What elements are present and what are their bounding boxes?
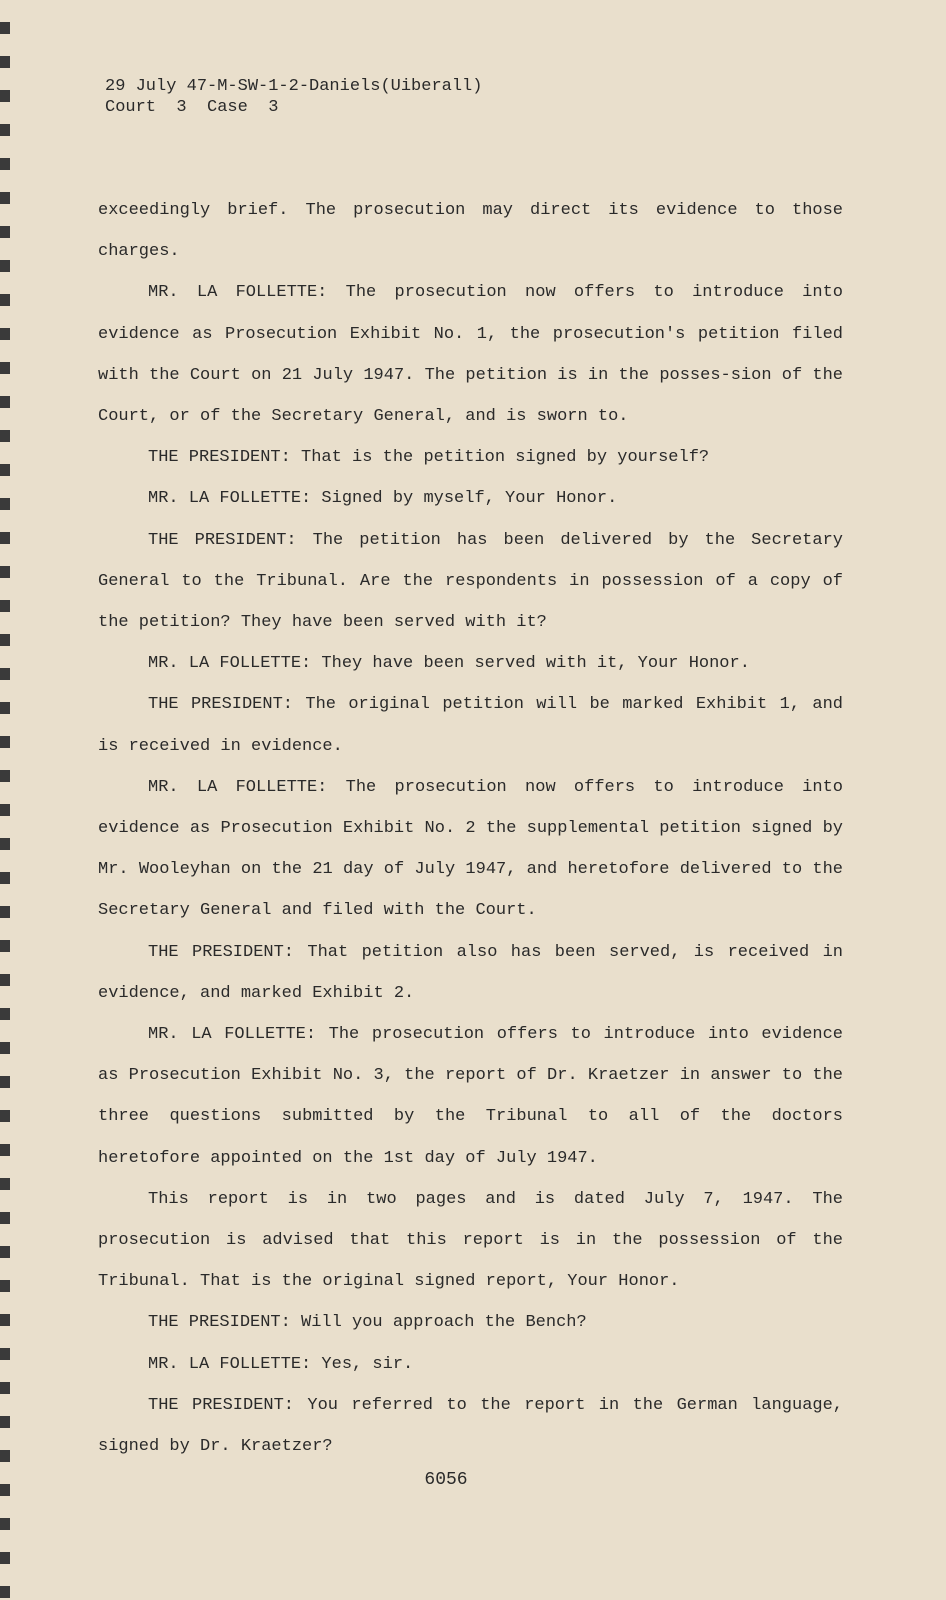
header-line-date-id: 29 July 47-M-SW-1-2-Daniels(Uiberall) — [105, 77, 483, 96]
paragraph-lafollette-reply: MR. LA FOLLETTE: Signed by myself, Your Honor. — [148, 489, 618, 509]
paragraph-exhibit-3-offer: MR. LA FOLLETTE: The prosecution offers to introduce into evidence as Prosecution Exhibit No. 3, the report of Dr. Kraetzer in answer to the three questions submitted by the Tribunal to all of the doctors heretofore appointed on the 1st day of July 1947. — [98, 1025, 843, 1168]
paragraph-exhibit-1-received: THE PRESIDENT: The original petition will be marked Exhibit 1, and is received in evidence. — [98, 695, 843, 756]
paragraph-lafollette-served: MR. LA FOLLETTE: They have been served with it, Your Honor. — [148, 654, 750, 674]
page-header — [105, 76, 482, 118]
transcript-body — [98, 190, 843, 1467]
paragraph-yes-sir: MR. LA FOLLETTE: Yes, sir. — [148, 1354, 414, 1374]
paragraph-exhibit-2-received: THE PRESIDENT: That petition also has been served, is received in evidence, and marked Exhibit 2. — [98, 942, 843, 1003]
page-number: 6056 — [424, 1470, 468, 1490]
paragraph-president-delivery: THE PRESIDENT: The petition has been delivered by the Secretary General to the Tribunal. Are the respondents in possession of a copy of the petition? They have been served with it? — [98, 530, 843, 633]
paragraph-exhibit-1-offer: MR. LA FOLLETTE: The prosecution now offers to introduce into evidence as Prosecution Exhibit No. 1, the prosecution's petition filed with the Court on 21 July 1947. The petition is in the posses-sion of the Court, or of the Secretary General, and is sworn to. — [98, 283, 843, 427]
header-line-court-case: Court 3 Case 3 — [105, 98, 279, 117]
binding-edge — [0, 0, 10, 1600]
paragraph-exhibit-2-offer: MR. LA FOLLETTE: The prosecution now offers to introduce into evidence as Prosecution Exhibit No. 2 the supplemental petition signed by Mr. Wooleyhan on the 21 day of July 1947, and heretofore delivered to the Secretary General and filed with the Court. — [98, 777, 843, 921]
paragraph-report-description: This report is in two pages and is dated July 7, 1947. The prosecution is advised that this report is in the possession of the Tribunal. That is the original signed report, Your Honor. — [98, 1189, 843, 1292]
paragraph-continuation: exceedingly brief. The prosecution may direct its evidence to those charges. — [98, 201, 843, 262]
paragraph-german-report: THE PRESIDENT: You referred to the report in the German language, signed by Dr. Kraetzer? — [98, 1395, 843, 1457]
paragraph-president-question: THE PRESIDENT: That is the petition signed by yourself? — [148, 448, 710, 468]
paragraph-approach-bench: THE PRESIDENT: Will you approach the Bench? — [148, 1313, 587, 1333]
